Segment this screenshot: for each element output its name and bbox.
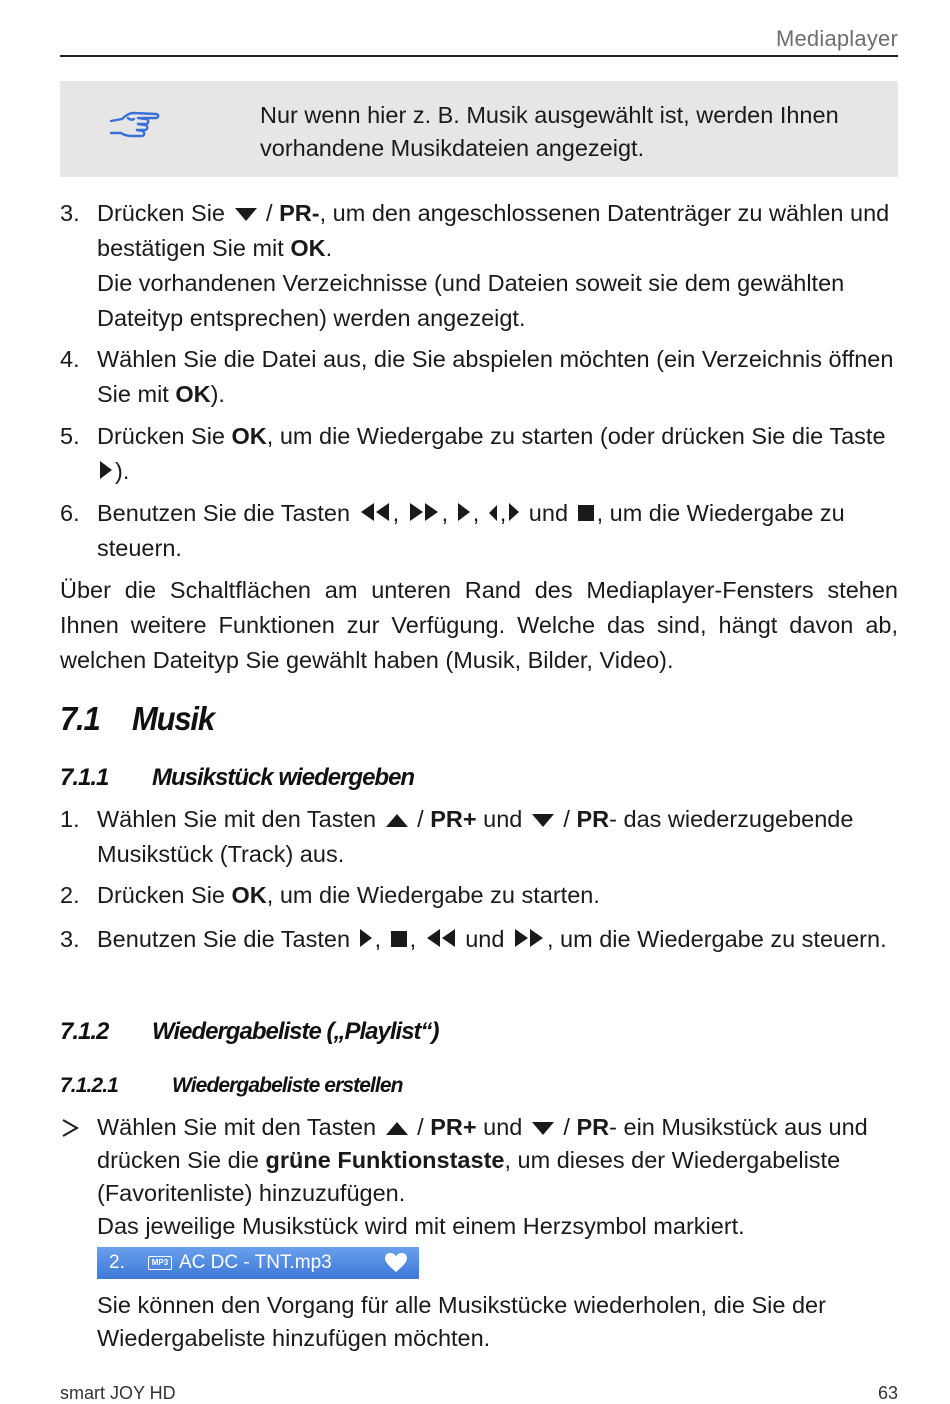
left-arrow-key-icon — [488, 504, 498, 522]
step-text: Drücken Sie — [97, 200, 225, 226]
fast-forward-icon — [513, 928, 545, 948]
section-title: Musikstück wiedergeben — [152, 764, 415, 791]
list-item: 6. Benutzen Sie die Tasten , , , , und , um die Wiedergabe zu steuern. — [60, 496, 900, 566]
list-item: 4. Wählen Sie die Datei aus, die Sie abspielen möchten (ein Verzeichnis öffnen Sie mit OK). — [60, 342, 900, 412]
playlist-item-example — [97, 1247, 419, 1279]
subsection-heading — [60, 764, 414, 792]
list-item: 1. Wählen Sie mit den Tasten / PR+ und / PR- das wiederzugebende Musikstück (Track) aus. — [60, 802, 900, 872]
rewind-icon — [425, 928, 457, 948]
bullet-arrow-icon — [60, 1115, 80, 1148]
pointing-hand-icon — [108, 107, 162, 147]
rewind-icon — [359, 502, 391, 522]
heart-icon — [384, 1252, 408, 1285]
footer-product-name: smart JOY HD — [60, 1383, 176, 1403]
key-label: OK — [231, 882, 267, 908]
play-icon — [99, 460, 113, 480]
up-arrow-key-icon — [385, 812, 409, 828]
step-number: 6. — [60, 500, 80, 526]
down-arrow-key-icon — [531, 1120, 555, 1136]
step-number: 4. — [60, 346, 80, 372]
play-icon — [457, 502, 471, 522]
body-paragraph: Über die Schaltflächen am unteren Rand des Mediaplayer-Fensters stehen Ihnen weitere Funktionen zur Verfügung. Welche das sind, hängt davon ab, welchen Dateityp Sie gewählt haben (Musik, Bilder, Video). — [60, 577, 898, 673]
bullet-closing-text: Sie können den Vorgang für alle Musikstücke wiederholen, die Sie der Wiedergabeliste hinzufügen möchten. — [97, 1292, 826, 1351]
stop-icon — [390, 930, 408, 948]
right-arrow-key-icon — [508, 502, 520, 522]
section-title: Wiedergabeliste erstellen — [172, 1074, 403, 1097]
subsection-heading — [60, 1018, 439, 1046]
step-number: 1. — [60, 806, 80, 832]
list-item: 3. Drücken Sie / PR-, um den angeschlossenen Datenträger zu wählen und bestätigen Sie mit OK. Die vorhandenen Verzeichnisse (und Dateien soweit sie dem gewählten Dateityp entsprechen) werden angezeigt. — [60, 196, 900, 336]
fast-forward-icon — [408, 502, 440, 522]
bullet-result-text: Das jeweilige Musikstück wird mit einem Herzsymbol markiert. — [97, 1213, 745, 1239]
key-label: PR+ — [430, 806, 477, 832]
key-label: PR+ — [430, 1114, 477, 1140]
section-number: 7.1.2.1 — [60, 1074, 118, 1097]
key-label: OK — [231, 423, 267, 449]
bullet-item: Wählen Sie mit den Tasten / PR+ und / PR- ein Musikstück aus und drücken Sie die grüne Funktionstaste, um dieses der Wiedergabeliste (Favoritenliste) hinzuzufügen. Das jeweilige Musikstück wird mit einem Herzsymbol markiert. 2. MP3 AC DC - TNT.mp3 Sie können den Vorgang für alle Musikstücke wiederholen, die Sie der Wiedergabeliste hinzufügen möchten. — [60, 1111, 900, 1355]
key-label: OK — [175, 381, 211, 407]
play-icon — [359, 928, 373, 948]
up-arrow-key-icon — [385, 1120, 409, 1136]
header-rule — [60, 55, 898, 57]
list-item: 2. Drücken Sie OK, um die Wiedergabe zu starten. — [60, 878, 900, 913]
key-label: PR — [576, 1114, 610, 1140]
key-label: OK — [290, 235, 326, 261]
section-title: Wiedergabeliste („Playlist“) — [152, 1018, 439, 1045]
key-label: PR — [576, 806, 610, 832]
down-arrow-key-icon — [531, 812, 555, 828]
note-box — [60, 81, 898, 177]
running-title: Mediaplayer — [775, 26, 898, 51]
key-label: PR- — [279, 200, 320, 226]
list-item: 5. Drücken Sie OK, um die Wiedergabe zu starten (oder drücken Sie die Taste ). — [60, 419, 900, 489]
mp3-file-icon: MP3 — [148, 1256, 172, 1270]
step-result-text: Die vorhandenen Verzeichnisse (und Dateien soweit sie dem gewählten Dateityp entsprechen) werden angezeigt. — [97, 270, 845, 331]
key-label: grüne Funktionstaste — [265, 1147, 505, 1173]
down-arrow-key-icon — [234, 206, 258, 222]
step-number: 3. — [60, 200, 80, 226]
note-text: Nur wenn hier z. B. Musik ausgewählt ist, werden Ihnen vorhandene Musikdateien angezeigt. — [260, 102, 839, 161]
section-title: Musik — [132, 700, 214, 738]
page-number: 63 — [877, 1383, 898, 1403]
step-number: 3. — [60, 926, 80, 952]
step-number: 5. — [60, 423, 80, 449]
section-number: 7.1.1 — [60, 764, 109, 791]
stop-icon — [577, 504, 595, 522]
playlist-index: 2. — [109, 1252, 125, 1273]
section-number: 7.1.2 — [60, 1018, 109, 1045]
section-heading — [60, 700, 214, 739]
section-number: 7.1 — [60, 700, 100, 738]
playlist-track-name: AC DC - TNT.mp3 — [179, 1252, 332, 1273]
list-item: 3. Benutzen Sie die Tasten , , und , um die Wiedergabe zu steuern. — [60, 922, 900, 957]
step-number: 2. — [60, 882, 80, 908]
subsubsection-heading — [60, 1074, 403, 1098]
